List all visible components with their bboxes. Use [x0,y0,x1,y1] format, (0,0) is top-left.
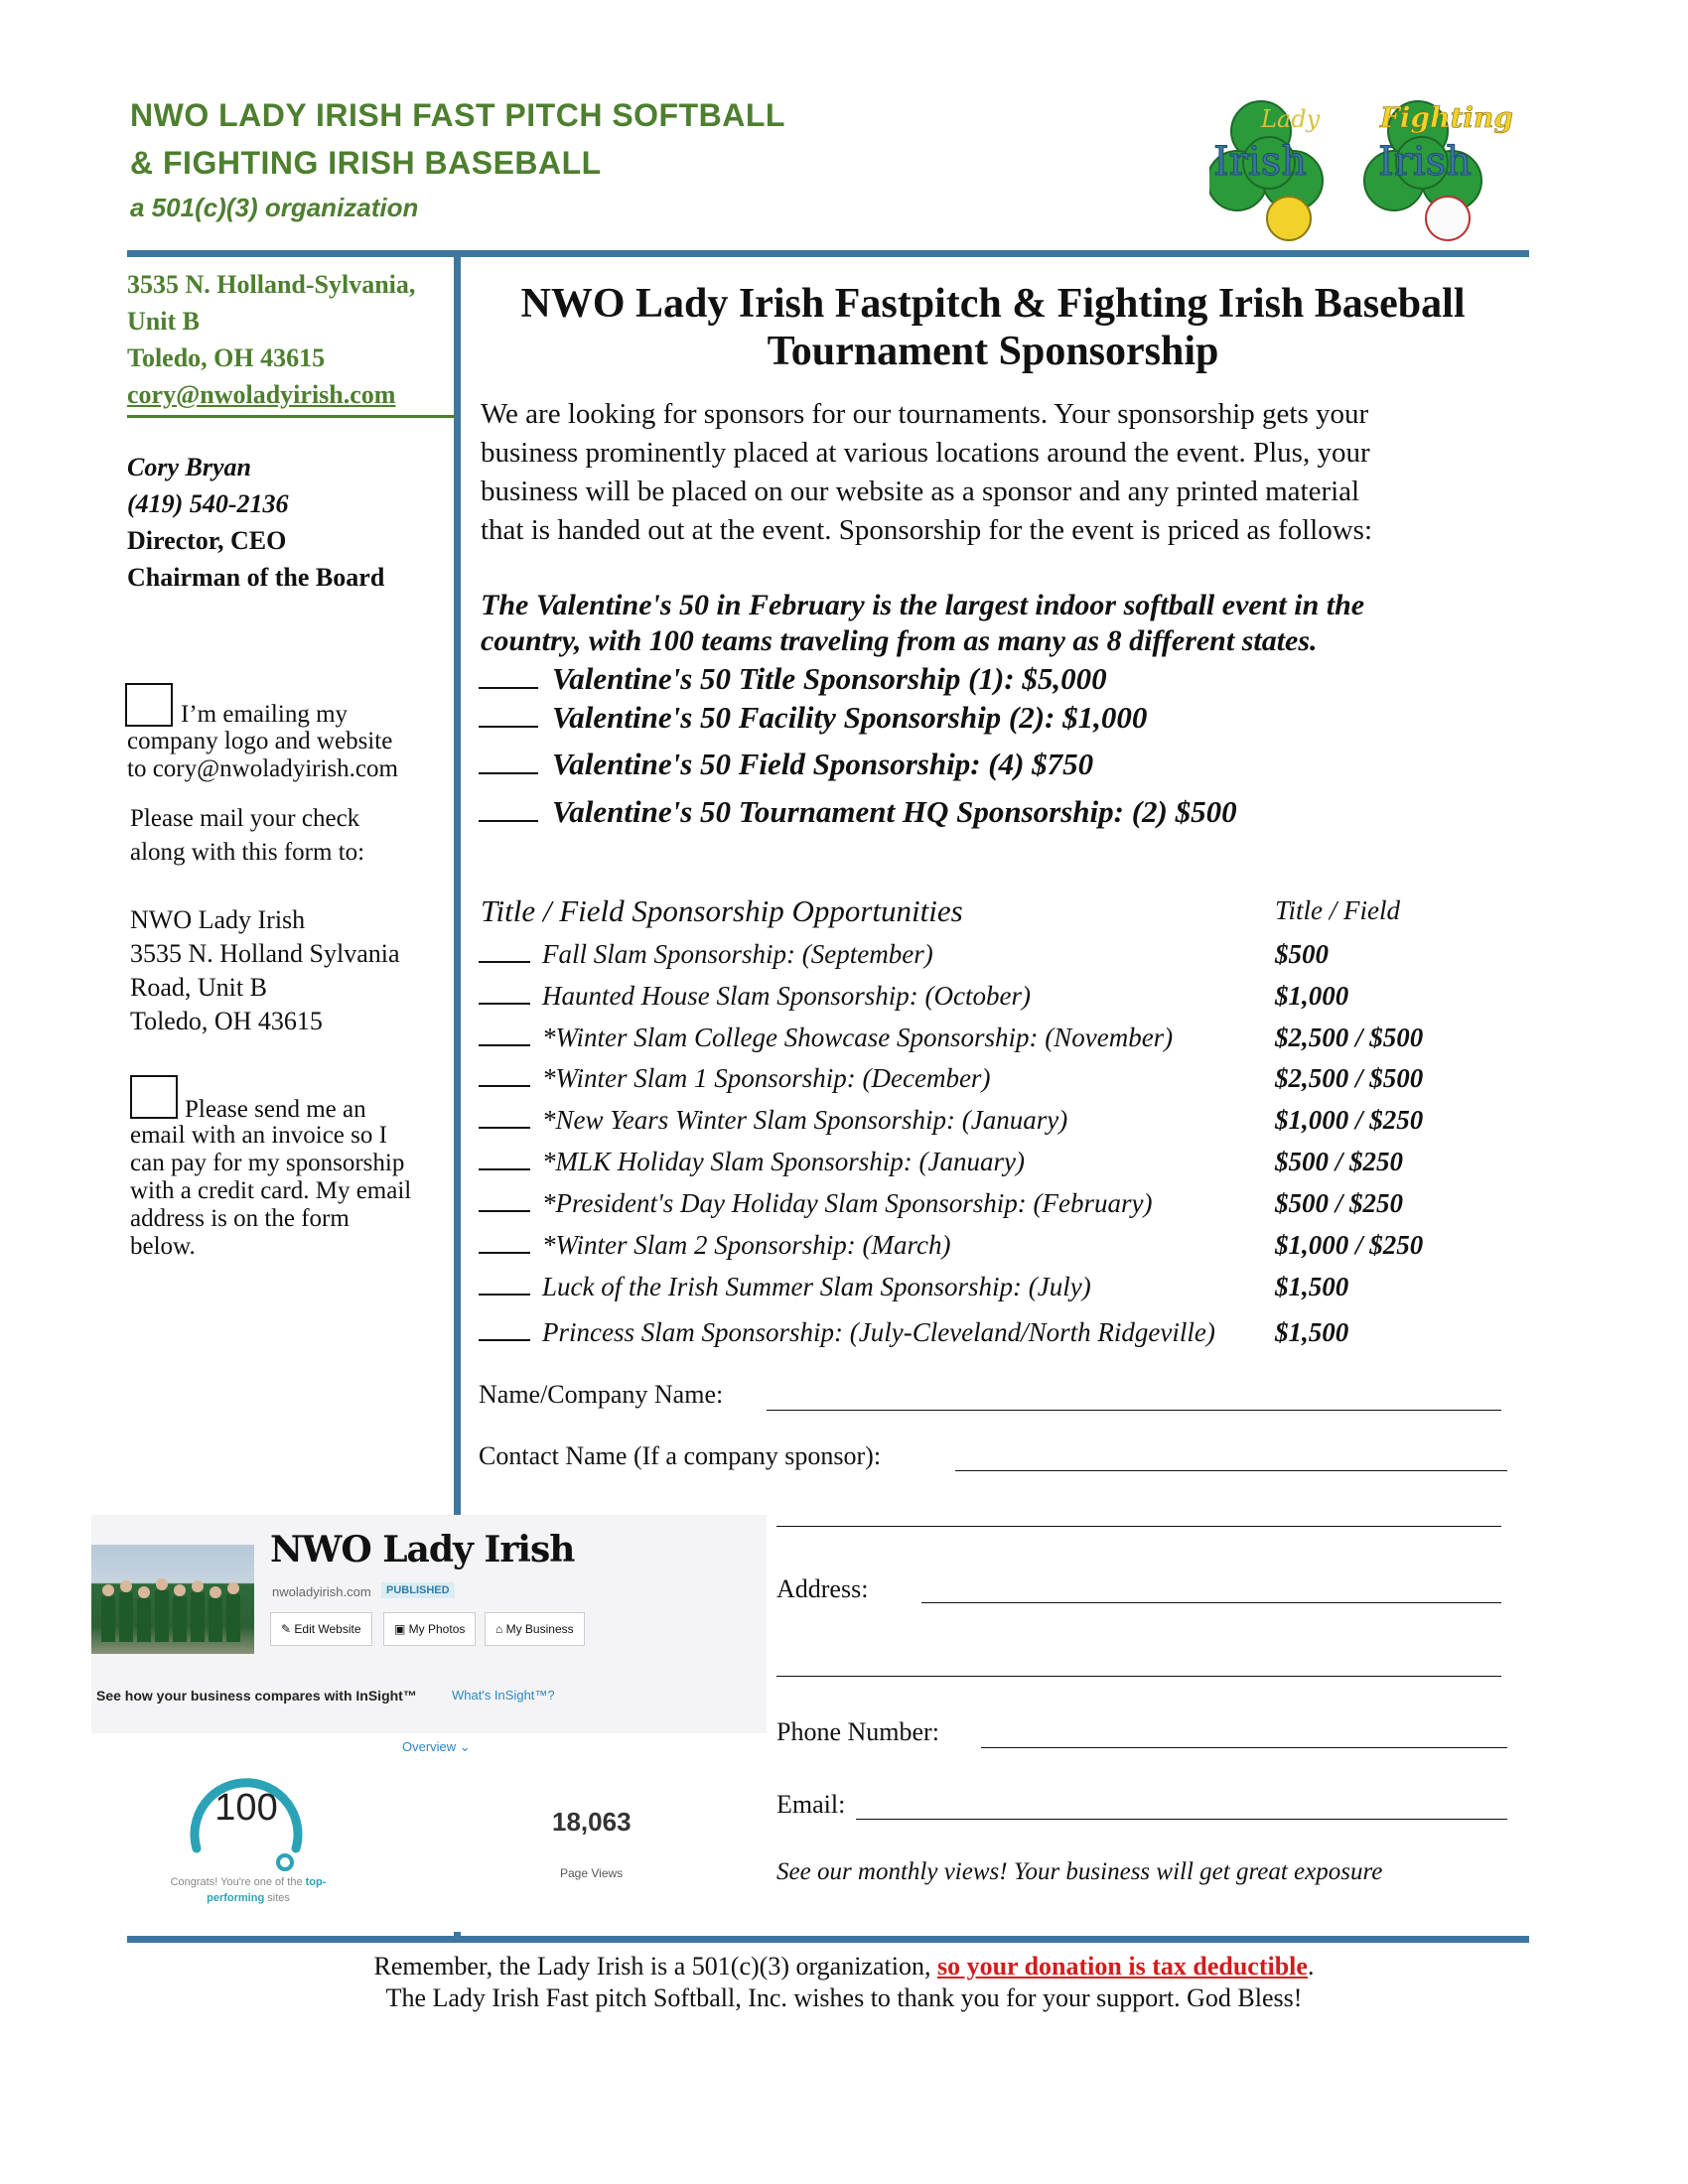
title-line1: NWO Lady Irish Fastpitch & Fighting Irish Baseball [520,281,1466,327]
score-caption: Congrats! You're one of the top- performing sites [170,1876,327,1904]
sponsorship-price: $1,000 / $250 [1275,1105,1424,1135]
address-underline [127,415,455,418]
my-photos-button[interactable]: ▣ My Photos [383,1612,476,1646]
logo-check-text-a: I’m emailing my [181,701,349,728]
mail-text-a: Please mail your check [130,805,360,832]
sponsor-blank[interactable] [479,772,538,774]
email-label: Email: [776,1790,846,1819]
sponsorship-price: $2,500 / $500 [1275,1023,1424,1052]
logo-right-word1: Fighting [1380,101,1513,134]
mail-addr3: Road, Unit B [130,973,267,1002]
valentine-item: Valentine's 50 Tournament HQ Sponsorship: (2) $500 [479,794,1237,830]
footer-line1: Remember, the Lady Irish is a 501(c)(3) organization, so your donation is tax deductible. [373,1952,1315,1980]
page-title [467,280,1519,375]
sponsorship-name: *Winter Slam College Showcase Sponsorship: (November) [542,1023,1174,1052]
sponsorship-name: Haunted House Slam Sponsorship: (October) [542,981,1031,1011]
overview-dropdown[interactable]: Overview ⌄ [402,1739,471,1754]
invoice-text-rest [130,1122,458,1261]
sponsor-blank[interactable] [479,687,538,689]
org-email-link[interactable]: cory@nwoladyirish.com [127,380,396,409]
site-url[interactable]: nwoladyirish.com [272,1584,371,1599]
sponsor-blank[interactable] [479,1085,530,1087]
org-name-line1: NWO LADY IRISH FAST PITCH SOFTBALL [130,97,785,133]
contact-name: Cory Bryan [127,453,251,481]
views-footnote: See our monthly views! Your business will get great exposure [776,1858,1383,1885]
sponsorship-price: $1,000 / $250 [1275,1230,1424,1260]
title-line2: Tournament Sponsorship [767,329,1219,374]
invoice-text-a: Please send me an [185,1096,366,1123]
sponsor-blank[interactable] [479,1127,530,1129]
contact-title2: Chairman of the Board [127,563,385,592]
intro-line1: We are looking for sponsors for our tournaments. Your sponsorship gets your [481,398,1369,430]
footer-line2: The Lady Irish Fast pitch Softball, Inc. wishes to thank you for your support. God Bless! [385,1983,1303,2012]
edit-website-button[interactable]: ✎ Edit Website [270,1612,372,1646]
address-field[interactable] [921,1602,1501,1603]
name-label: Name/Company Name: [479,1380,724,1409]
intro-line3: business will be placed on our website as a sponsor and any printed material [481,476,1360,507]
logo-right-word2: Irish [1378,139,1473,185]
header-rule [127,250,1529,257]
sponsor-blank[interactable] [479,1044,530,1046]
invoice-checkbox[interactable] [130,1075,178,1119]
sponsorship-name: Fall Slam Sponsorship: (September) [542,939,933,969]
address-line2: Unit B [127,307,200,336]
sponsor-blank[interactable] [479,726,538,728]
my-business-button[interactable]: ⌂ My Business [485,1612,585,1646]
page-views-count: 18,063 [552,1807,632,1837]
baseball-icon [1426,197,1470,240]
page-views-label: Page Views [560,1866,624,1880]
sponsorship-name: *Winter Slam 2 Sponsorship: (March) [542,1230,951,1260]
sponsorship-price: $500 / $250 [1275,1188,1404,1218]
footer-rule [127,1936,1529,1943]
invoice-text-c: can pay for my sponsorship [130,1150,405,1176]
sponsorship-name: *Winter Slam 1 Sponsorship: (December) [542,1063,991,1093]
sponsorship-heading: Title / Field Sponsorship Opportunities [481,893,963,928]
sponsor-blank[interactable] [479,820,538,822]
address-label: Address: [776,1574,869,1603]
insight-link[interactable]: What's InSight™? [452,1688,555,1703]
softball-icon [1267,197,1311,240]
sponsorship-name: *President's Day Holiday Slam Sponsorship: (February) [542,1188,1153,1218]
sponsorship-columns: Title / Field [1275,895,1400,925]
logo-left-word2: Irish [1213,139,1308,185]
org-address [127,266,455,413]
logo-left-word1: Lady [1261,105,1321,133]
sponsor-blank[interactable] [479,1294,530,1296]
contact-title1: Director, CEO [127,526,287,555]
phone-label: Phone Number: [776,1717,939,1746]
mail-addr4: Toledo, OH 43615 [130,1007,323,1035]
team-photo-figures [99,1578,246,1642]
sponsorship-price: $500 [1275,939,1329,969]
valentine-item: Valentine's 50 Facility Sponsorship (2): $1,000 [479,700,1147,736]
extra-line-field[interactable] [776,1526,1501,1527]
intro-line4: that is handed out at the event. Sponsorship for the event is priced as follows: [481,514,1373,546]
site-name: NWO Lady Irish [270,1529,575,1570]
sponsorship-name: Princess Slam Sponsorship: (July-Cleveland/North Ridgeville) [542,1317,1215,1347]
logo-email-checkbox[interactable] [125,683,173,727]
logo-check-text-c: to cory@nwoladyirish.com [127,755,398,782]
sponsorship-price: $1,500 [1275,1317,1349,1347]
org-name-line2: & FIGHTING IRISH BASEBALL [130,145,602,181]
sponsor-blank[interactable] [479,1003,530,1005]
invoice-text-b: email with an invoice so I [130,1122,387,1149]
image-icon: ▣ [394,1622,409,1636]
sponsorship-price: $500 / $250 [1275,1147,1404,1176]
compare-text: See how your business compares with InSight™ [96,1688,417,1704]
sponsor-blank[interactable] [479,1168,530,1170]
contact-name-field[interactable] [955,1470,1507,1471]
valentine-item: Valentine's 50 Field Sponsorship: (4) $750 [479,747,1093,782]
address-field-line2[interactable] [776,1676,1501,1677]
invoice-text-d: with a credit card. My email [130,1177,412,1204]
sponsor-blank[interactable] [479,1252,530,1254]
sponsorship-name: *New Years Winter Slam Sponsorship: (January) [542,1105,1068,1135]
published-badge: PUBLISHED [381,1582,455,1598]
clover-logo [1209,91,1527,250]
store-icon: ⌂ [495,1622,506,1636]
sponsor-blank[interactable] [479,961,530,963]
mail-instructions [130,802,458,870]
pencil-icon: ✎ [281,1622,295,1636]
phone-field[interactable] [981,1747,1507,1748]
valentine-intro [481,588,1533,659]
invoice-text-f: below. [130,1233,196,1260]
sponsorship-price: $1,500 [1275,1272,1349,1301]
invoice-text-e: address is on the form [130,1205,350,1232]
logo-check-text-b: company logo and website [127,728,393,754]
sponsorship-name: Luck of the Irish Summer Slam Sponsorship: (July) [542,1272,1091,1301]
score-value: 100 [214,1787,278,1829]
tax-deductible-link[interactable]: so your donation is tax deductible [936,1952,1308,1980]
mail-addr2: 3535 N. Holland Sylvania [130,939,400,968]
sponsor-blank[interactable] [479,1339,530,1341]
contact-phone: (419) 540-2136 [127,489,289,518]
mail-text-b: along with this form to: [130,839,365,866]
valentine-item: Valentine's 50 Title Sponsorship (1): $5,000 [479,661,1107,697]
sponsorship-price: $1,000 [1275,981,1349,1011]
address-line1: 3535 N. Holland-Sylvania, [127,270,416,299]
contact-block [127,449,455,596]
org-tagline: a 501(c)(3) organization [130,193,419,222]
valentine-intro-line1: The Valentine's 50 in February is the largest indoor softball event in the [481,589,1365,621]
name-field[interactable] [767,1410,1501,1411]
valentine-intro-line2: country, with 100 teams traveling from as many as 8 different states. [481,624,1318,657]
sponsorship-price: $2,500 / $500 [1275,1063,1424,1093]
intro-paragraph [481,395,1533,550]
address-line3: Toledo, OH 43615 [127,343,326,372]
email-field[interactable] [856,1819,1507,1820]
sponsor-blank[interactable] [479,1210,530,1212]
contact-label: Contact Name (If a company sponsor): [479,1441,882,1470]
sponsorship-name: *MLK Holiday Slam Sponsorship: (January) [542,1147,1025,1176]
mail-address [130,903,458,1038]
intro-line2: business prominently placed at various locations around the event. Plus, your [481,437,1370,469]
mail-addr1: NWO Lady Irish [130,905,306,934]
